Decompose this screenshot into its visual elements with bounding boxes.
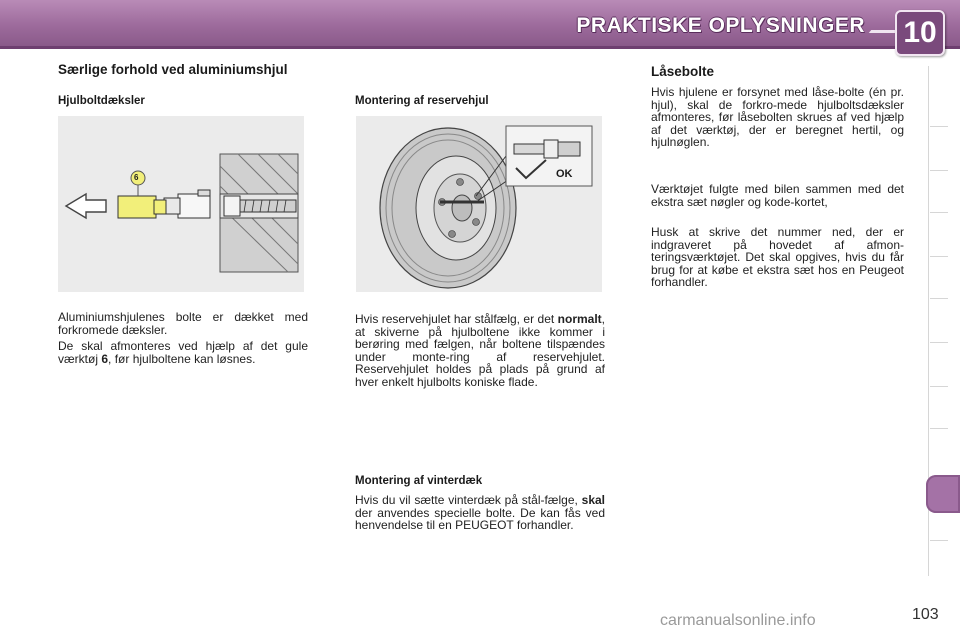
heading-montering-reservehjul: Montering af reservehjul (355, 95, 489, 107)
tab-divider (930, 342, 948, 343)
callout-ok-label: OK (556, 168, 573, 180)
bolt-cap-removal-drawing (58, 116, 304, 292)
paragraph-engraved-number: Husk at skrive det nummer ned, der er indgraveret på hovedet af afmon-teringsværktøjet. Det skal opgives, hvis du får brug for at købe et ekstra sæt hos en Peugeot forhandler. (651, 225, 904, 290)
chapter-title: PRAKTISKE OPLYSNINGER (576, 14, 865, 37)
section-title: Særlige forhold ved aluminiumshjul (58, 62, 288, 77)
tab-divider (930, 540, 948, 541)
normal-bold: normalt (557, 312, 602, 326)
wheel-bolt-cap-illustration (58, 116, 304, 292)
heading-laasebolte: Låsebolte (651, 64, 715, 79)
tab-divider (930, 170, 948, 171)
skal-bold: skal (581, 493, 605, 507)
tab-divider (930, 256, 948, 257)
callout-6-label: 6 (134, 173, 139, 182)
paragraph-locking-bolts: Hvis hjulene er forsynet med låse-bolte (én pr. hjul), skal de forkro-mede hjulboltsdæksler afmonteres, før låsebolten skrues af ved hjælp af det værktøj, der er beregnet hertil, og hjulnøglen. (651, 85, 904, 150)
paragraph-winter-tyres: Hvis du vil sætte vinterdæk på stål-fælge, skal der anvendes specielle bolte. De kan fås ved henvendelse til en PEUGEOT forhandler. (355, 493, 605, 533)
tab-chapter-10-active[interactable] (926, 475, 960, 513)
paragraph-bolt-caps: Aluminiumshjulenes bolte er dækket med forkromede dæksler. (58, 310, 308, 337)
heading-hjulboltdaeksler: Hjulboltdæksler (58, 95, 145, 107)
chapter-number-badge: 10 (895, 10, 945, 56)
tab-divider (930, 298, 948, 299)
spare-wheel-drawing (356, 116, 602, 292)
watermark-text: carmanualsonline.info (660, 612, 816, 629)
tab-divider (930, 386, 948, 387)
page-number: 103 (912, 606, 939, 623)
tab-divider (930, 428, 948, 429)
tab-divider (930, 212, 948, 213)
page-header (0, 0, 960, 49)
paragraph-remove-caps: De skal afmonteres ved hjælp af det gule værktøj 6, før hjulboltene kan løsnes. (58, 339, 308, 366)
paragraph-tool-supplied: Værktøjet fulgte med bilen sammen med det ekstra sæt nøgler og kode-kortet, (651, 182, 904, 209)
spare-wheel-illustration (356, 116, 602, 292)
tab-divider (930, 126, 948, 127)
heading-montering-vinterdaek: Montering af vinterdæk (355, 475, 483, 487)
paragraph-spare-wheel: Hvis reservehjulet har stålfælg, er det normalt, at skiverne på hjulboltene ikke kommer i berøring med fælgen, når boltene tilspændes under monte-ring af reservehjulet. Reservehjulet holdes på plads på grund af hver enkelt hjulbolts koniske flade. (355, 312, 606, 389)
tool-number-bold: 6 (101, 351, 109, 366)
